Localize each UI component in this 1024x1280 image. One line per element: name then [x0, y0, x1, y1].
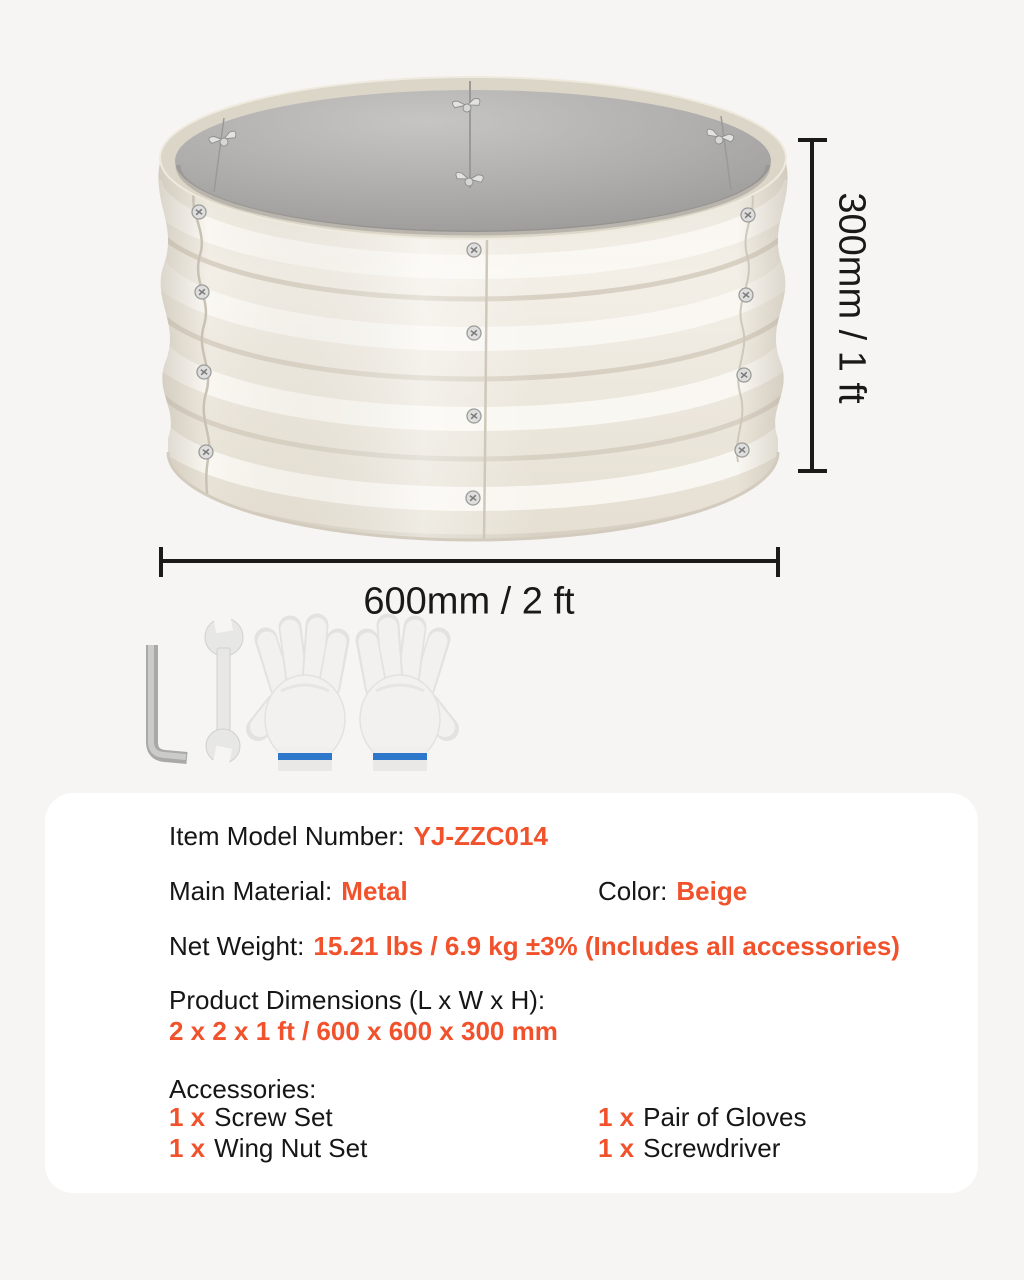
- accessory-item: [598, 1102, 959, 1133]
- product-dimensions-value: 2 x 2 x 1 ft / 600 x 600 x 300 mm: [169, 1016, 558, 1046]
- accessory-item: [169, 1102, 598, 1133]
- item-model-value: YJ-ZZC014: [413, 821, 548, 851]
- accessory-qty: 1 x: [598, 1133, 635, 1163]
- raised-bed-illustration: [150, 77, 796, 577]
- color-spec: [598, 876, 747, 907]
- net-weight-label: Net Weight:: [169, 931, 305, 961]
- accessory-qty: 1 x: [169, 1133, 206, 1163]
- hex-key-icon: [151, 645, 187, 758]
- item-model-label: Item Model Number:: [169, 821, 405, 851]
- accessory-item: [169, 1133, 598, 1164]
- color-value: Beige: [676, 876, 748, 906]
- material-label: Main Material:: [169, 876, 333, 906]
- accessory-name: Wing Nut Set: [214, 1133, 368, 1163]
- spec-row-material-color: [169, 876, 942, 907]
- height-dimension-line: [798, 140, 827, 471]
- accessories-label: Accessories:: [169, 1074, 317, 1104]
- accessory-name: Pair of Gloves: [643, 1102, 807, 1132]
- accessories-heading: [169, 1074, 942, 1105]
- accessory-qty: 1 x: [598, 1102, 635, 1132]
- accessories-list: [169, 1102, 959, 1164]
- spec-row-net-weight: [169, 931, 942, 962]
- spec-panel: [45, 793, 978, 1193]
- spec-row-item-model: [169, 821, 942, 852]
- color-label: Color:: [598, 876, 668, 906]
- net-weight-value: 15.21 lbs / 6.9 kg ±3% (Includes all accessories): [313, 931, 900, 961]
- width-dimension-line: [161, 547, 778, 577]
- wrench-icon: [205, 607, 243, 771]
- gloves-icon: [258, 625, 447, 771]
- material-value: Metal: [341, 876, 408, 906]
- width-dimension-label: 600mm / 2 ft: [363, 580, 575, 623]
- accessory-item: [598, 1133, 959, 1164]
- accessory-name: Screwdriver: [643, 1133, 781, 1163]
- height-dimension-label: 300mm / 1 ft: [830, 192, 873, 404]
- accessory-name: Screw Set: [214, 1102, 333, 1132]
- accessory-qty: 1 x: [169, 1102, 206, 1132]
- spec-row-product-dimensions: [169, 985, 942, 1047]
- product-dimensions-label: Product Dimensions (L x W x H):: [169, 985, 546, 1015]
